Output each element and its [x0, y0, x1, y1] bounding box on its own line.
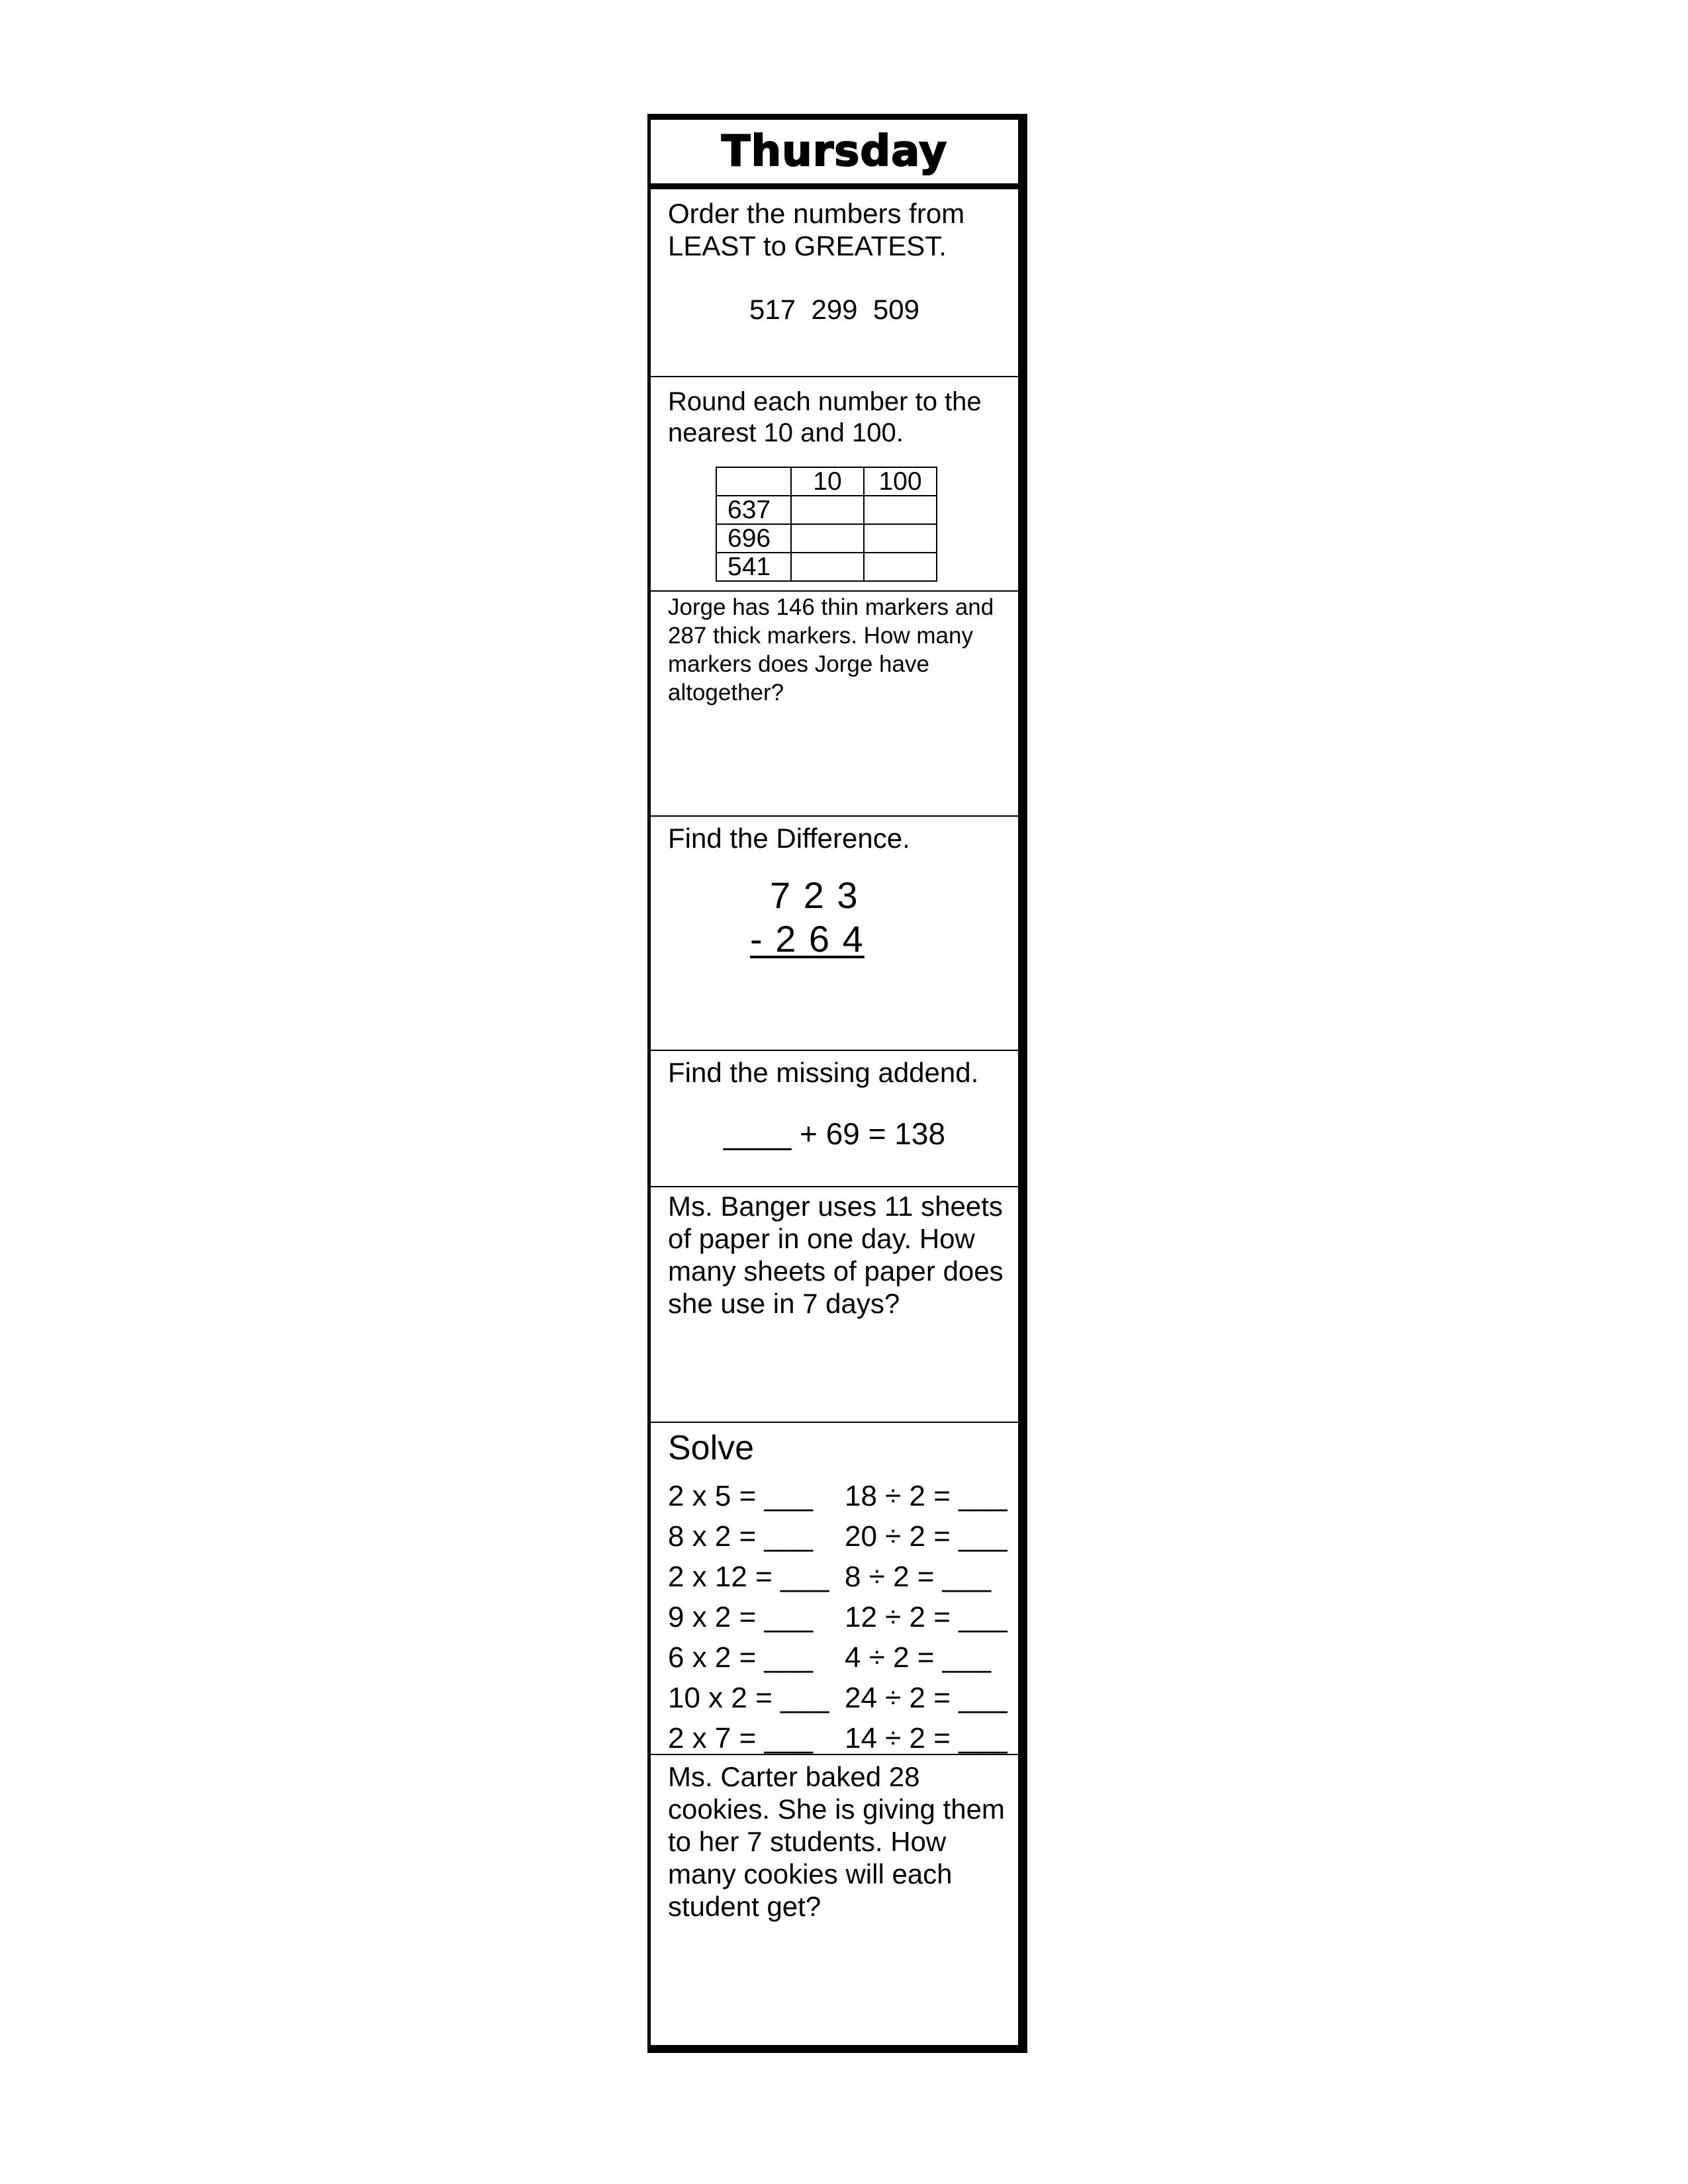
division-fact: 20 ÷ 2 = ___	[845, 1520, 1008, 1553]
subtraction-problem	[750, 874, 865, 961]
table-row-label: 696	[716, 524, 791, 553]
table-row	[716, 496, 937, 524]
addend-equation: ____ + 69 = 138	[723, 1116, 946, 1151]
page-title: Thursday	[721, 127, 948, 176]
multiplication-fact: 8 x 2 = ___	[668, 1520, 813, 1553]
title-box	[651, 120, 1018, 189]
section-markers	[651, 592, 1018, 817]
answer-cell[interactable]	[864, 553, 937, 581]
round-prompt: Round each number to the nearest 10 and 100.	[668, 387, 982, 447]
order-prompt: Order the numbers from LEAST to GREATEST.	[668, 198, 965, 261]
division-fact: 14 ÷ 2 = ___	[845, 1722, 1008, 1754]
difference-prompt: Find the Difference.	[668, 823, 910, 854]
table-row-label: 637	[716, 496, 791, 524]
table-header-row	[716, 467, 937, 496]
multiplication-fact: 2 x 7 = ___	[668, 1722, 813, 1754]
division-fact: 4 ÷ 2 = ___	[845, 1641, 992, 1674]
addend-prompt: Find the missing addend.	[668, 1057, 979, 1088]
section-solve	[651, 1423, 1018, 1755]
answer-cell[interactable]	[791, 553, 864, 581]
markers-prompt: Jorge has 146 thin markers and 287 thick markers. How many markers does Jorge have altogether?	[668, 594, 994, 705]
section-paper	[651, 1187, 1018, 1423]
section-cookies	[651, 1755, 1018, 2045]
fact-row	[668, 1678, 1025, 1718]
multiplication-fact: 10 x 2 = ___	[668, 1682, 829, 1714]
section-order-numbers	[651, 189, 1018, 377]
section-rounding	[651, 377, 1018, 592]
table-row	[716, 553, 937, 581]
division-fact: 12 ÷ 2 = ___	[845, 1601, 1008, 1633]
answer-cell[interactable]	[864, 496, 937, 524]
fact-row	[668, 1557, 1025, 1597]
fact-row	[668, 1597, 1025, 1637]
order-numbers: 517 299 509	[749, 294, 919, 325]
multiplication-fact: 9 x 2 = ___	[668, 1601, 813, 1633]
facts-grid	[668, 1476, 1025, 1758]
cookies-prompt: Ms. Carter baked 28 cookies. She is giving them to her 7 students. How many cookies will each student get?	[668, 1761, 1005, 1922]
fact-row	[668, 1476, 1025, 1516]
division-fact: 24 ÷ 2 = ___	[845, 1682, 1008, 1714]
answer-cell[interactable]	[791, 524, 864, 553]
subtrahend: - 2 6 4	[750, 918, 865, 960]
table-header-cell	[716, 467, 791, 496]
table-header-cell: 100	[864, 467, 937, 496]
table-row-label: 541	[716, 553, 791, 581]
rounding-table	[716, 467, 937, 582]
paper-prompt: Ms. Banger uses 11 sheets of paper in one day. How many sheets of paper does she use in 7 days?	[668, 1191, 1004, 1319]
multiplication-fact: 6 x 2 = ___	[668, 1641, 813, 1674]
division-fact: 8 ÷ 2 = ___	[845, 1561, 992, 1593]
section-difference	[651, 817, 1018, 1051]
multiplication-fact: 2 x 5 = ___	[668, 1480, 813, 1512]
table-row	[716, 524, 937, 553]
solve-heading: Solve	[668, 1429, 755, 1467]
multiplication-fact: 2 x 12 = ___	[668, 1561, 829, 1593]
minuend: 7 2 3	[770, 874, 859, 916]
answer-cell[interactable]	[791, 496, 864, 524]
fact-row	[668, 1718, 1025, 1758]
answer-cell[interactable]	[864, 524, 937, 553]
division-fact: 18 ÷ 2 = ___	[845, 1480, 1008, 1512]
fact-row	[668, 1637, 1025, 1678]
worksheet-strip	[647, 114, 1027, 2053]
section-missing-addend	[651, 1051, 1018, 1187]
fact-row	[668, 1516, 1025, 1557]
table-header-cell: 10	[791, 467, 864, 496]
